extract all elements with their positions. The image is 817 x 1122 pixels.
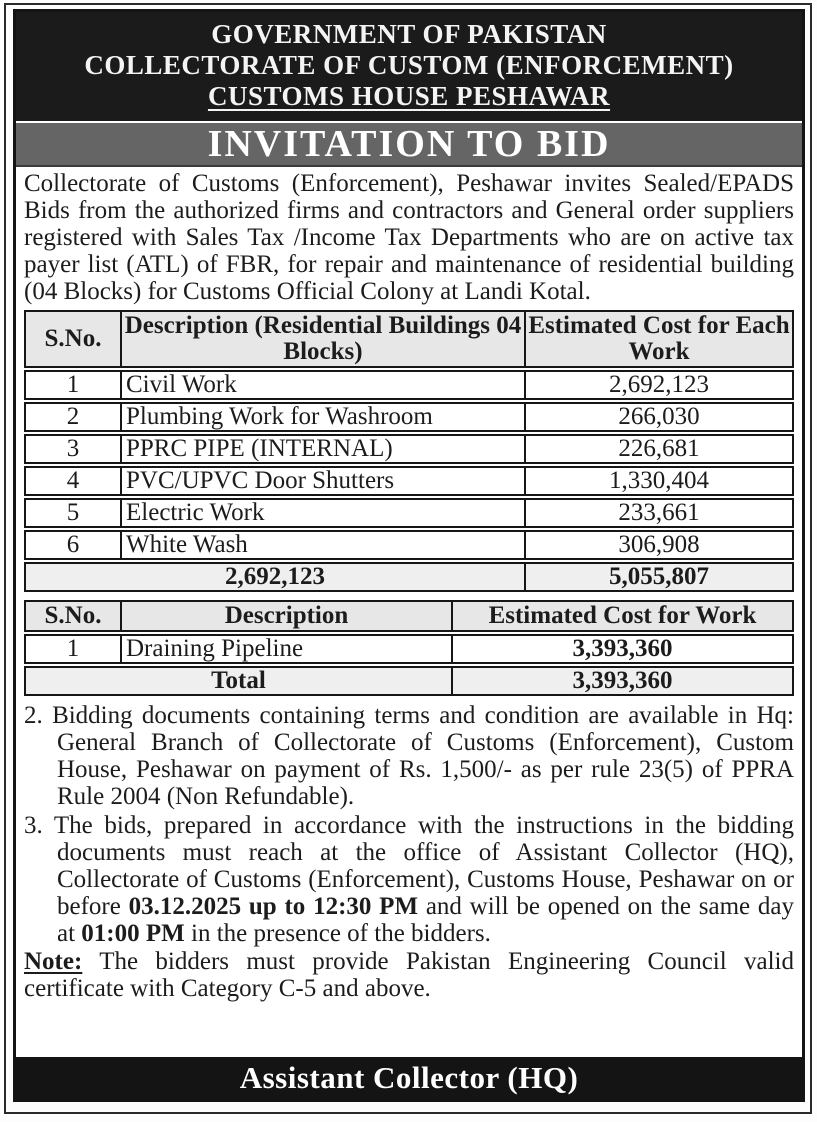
note-text: The bidders must provide Pakistan Engineering Council valid certificate with Category C-5 and above. (24, 948, 794, 1002)
residential-works-table (24, 308, 794, 594)
row-cost: 233,661 (524, 498, 794, 528)
row-sno: 5 (24, 498, 120, 528)
note-label: Note: (24, 948, 83, 975)
row-cost: 2,692,123 (524, 370, 794, 400)
signature-banner: Assistant Collector (HQ) (16, 1057, 802, 1099)
row-sno: 1 (24, 634, 120, 664)
row-cost: 3,393,360 (451, 634, 794, 664)
table-row (24, 530, 794, 560)
total-label: Total (24, 666, 451, 696)
table-total-row (24, 666, 794, 696)
clause-text: and will be opened on the same day at (57, 893, 795, 947)
col-header-sno: S.No. (24, 310, 120, 368)
col-header-cost: Estimated Cost for Work (451, 600, 794, 632)
row-sno: 2 (24, 402, 120, 432)
intro-paragraph: Collectorate of Customs (Enforcement), Peshawar invites Sealed/EPADS Bids from the authorized firms and contractors and General order suppliers registered with Sales Tax /Income Tax Departments who are on active tax payer list (ATL) of FBR, for repair and maintenance of residential building (04 Blocks) for Customs Official Colony at Landi Kotal. (24, 170, 794, 305)
col-header-sno: S.No. (24, 600, 120, 632)
table-header-row (24, 600, 794, 632)
table-total-row (24, 562, 794, 592)
row-sno: 1 (24, 370, 120, 400)
opening-time: 01:00 PM (81, 920, 185, 947)
row-sno: 3 (24, 434, 120, 464)
total-value: 5,055,807 (524, 562, 794, 592)
row-description: Plumbing Work for Washroom (120, 402, 524, 432)
row-cost: 306,908 (524, 530, 794, 560)
org-collectorate: COLLECTORATE OF CUSTOM (ENFORCEMENT) (84, 50, 734, 80)
table-row (24, 634, 794, 664)
notice-body (16, 167, 802, 1057)
row-description: Electric Work (120, 498, 524, 528)
notice-title: INVITATION TO BID (16, 123, 802, 167)
col-header-description: Description (Residential Buildings 04 Blocks) (120, 310, 524, 368)
note-paragraph (24, 948, 794, 1002)
table-row (24, 370, 794, 400)
table-row (24, 402, 794, 432)
table-row (24, 434, 794, 464)
table-row (24, 466, 794, 496)
table-header-row (24, 310, 794, 368)
clause-number: 3. (24, 812, 43, 839)
col-header-cost: Estimated Cost for Each Work (524, 310, 794, 368)
clause-text: Bidding documents containing terms and condition are available in Hq: General Branch of Collectorate of Customs (Enforcement), Custom House, Peshawar on payment of Rs. 1,500/- as per rule 23(5) of PPRA Rule 2004 (Non Refundable). (52, 702, 794, 810)
clause-2 (24, 702, 794, 810)
row-cost: 266,030 (524, 402, 794, 432)
total-value: 3,393,360 (451, 666, 794, 696)
clause-number: 2. (24, 702, 43, 729)
drainage-works-table (24, 598, 794, 698)
letterhead (16, 12, 802, 121)
table-row (24, 498, 794, 528)
total-label: 2,692,123 (24, 562, 524, 592)
org-customs-house: CUSTOMS HOUSE PESHAWAR (207, 81, 611, 111)
notice-frame (13, 9, 805, 1102)
row-description: Civil Work (120, 370, 524, 400)
row-cost: 1,330,404 (524, 466, 794, 496)
clause-3 (24, 812, 794, 947)
row-description: PVC/UPVC Door Shutters (120, 466, 524, 496)
org-government: GOVERNMENT OF PAKISTAN (211, 19, 607, 49)
row-sno: 6 (24, 530, 120, 560)
clause-text: in the presence of the bidders. (184, 920, 491, 947)
row-description: PPRC PIPE (INTERNAL) (120, 434, 524, 464)
col-header-description: Description (120, 600, 451, 632)
clause-text: The bids, prepared in accordance with the instructions in the bidding documents must reach at the office of Assistant Collector (HQ), Collectorate of Customs (Enforcement), Customs House, Peshawar on or before (53, 812, 794, 920)
submission-deadline: 03.12.2025 up to 12:30 PM (128, 893, 419, 920)
row-description: White Wash (120, 530, 524, 560)
row-sno: 4 (24, 466, 120, 496)
row-cost: 226,681 (524, 434, 794, 464)
row-description: Draining Pipeline (120, 634, 451, 664)
